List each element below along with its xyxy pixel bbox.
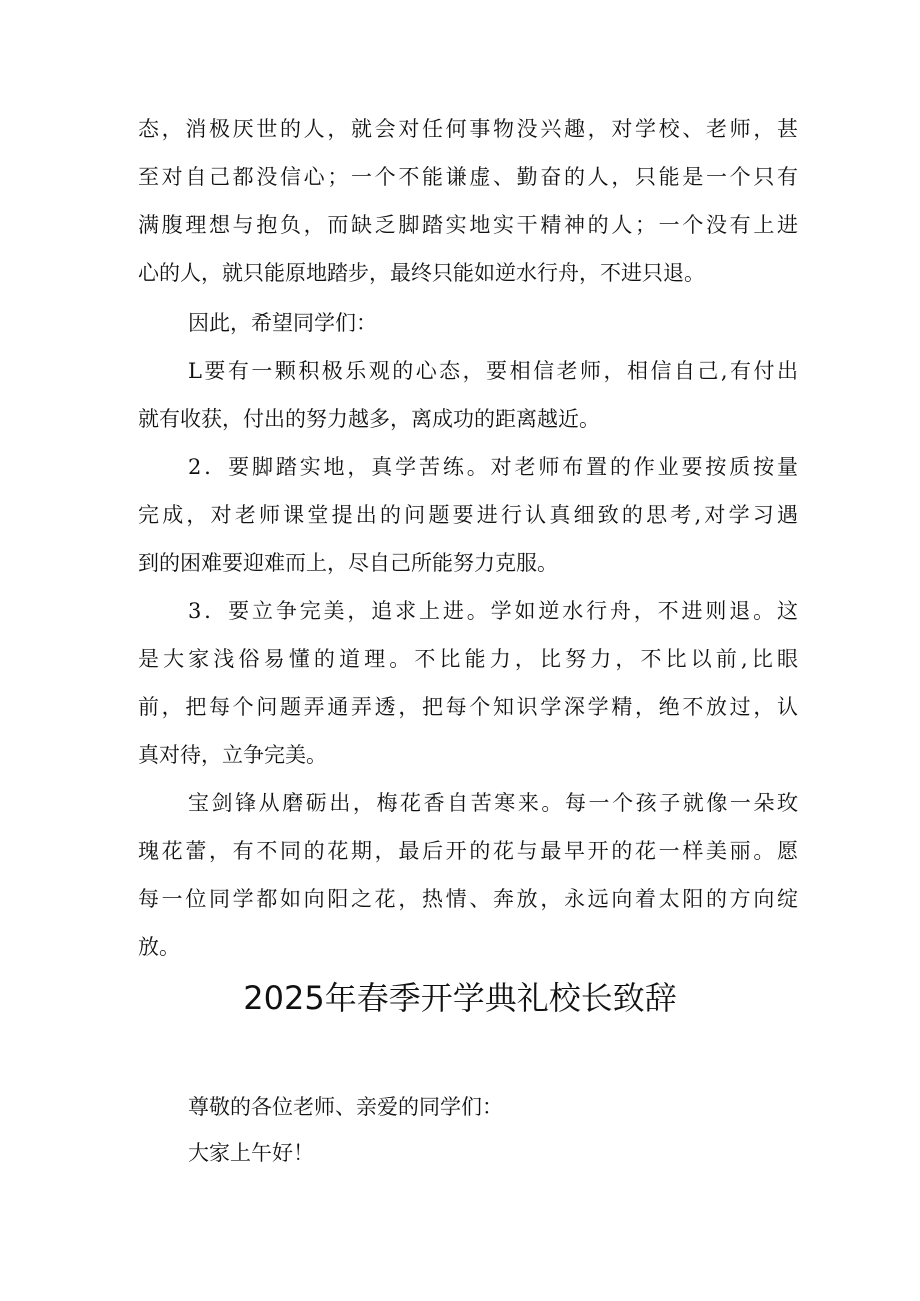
speech-title: 2025年春季开学典礼校长致辞 xyxy=(243,979,677,1017)
paragraph-3-line-2: 就有收获，付出的努力越多，离成功的距离越近。 xyxy=(138,407,600,431)
paragraph-4-line-1: 2．要脚踏实地，真学苦练。对老师布置的作业要按质按量 xyxy=(188,455,798,479)
paragraph-6-line-1: 宝剑锋从磨砺出，梅花香自苦寒来。每一个孩子就像一朵玫 xyxy=(188,791,798,815)
speech-greeting: 大家上午好！ xyxy=(188,1141,314,1165)
paragraph-4-line-2: 完成，对老师课堂提出的问题要进行认真细致的思考,对学习遇 xyxy=(138,503,798,527)
speech-salutation: 尊敬的各位老师、亲爱的同学们： xyxy=(188,1095,503,1119)
paragraph-6-line-2: 瑰花蕾，有不同的花期，最后开的花与最早开的花一样美丽。愿 xyxy=(138,839,798,863)
paragraph-1-line-3: 满腹理想与抱负，而缺乏脚踏实地实干精神的人；一个没有上进 xyxy=(138,213,798,237)
paragraph-2-line-1: 因此，希望同学们： xyxy=(188,311,377,335)
paragraph-4-line-3: 到的困难要迎难而上，尽自己所能努力克服。 xyxy=(138,551,558,575)
paragraph-3-line-1: L要有一颗积极乐观的心态，要相信老师，相信自己,有付出 xyxy=(188,359,798,383)
paragraph-6-line-4: 放。 xyxy=(138,935,180,959)
paragraph-1-line-2: 至对自己都没信心；一个不能谦虚、勤奋的人，只能是一个只有 xyxy=(138,165,798,189)
paragraph-5-line-4: 真对待，立争完美。 xyxy=(138,743,327,767)
paragraph-5-line-3: 前，把每个问题弄通弄透，把每个知识学深学精，绝不放过，认 xyxy=(138,695,798,719)
paragraph-1-line-4: 心的人，就只能原地踏步，最终只能如逆水行舟，不进只退。 xyxy=(138,261,705,285)
paragraph-6-line-3: 每一位同学都如向阳之花，热情、奔放，永远向着太阳的方向绽 xyxy=(138,887,798,911)
paragraph-1-line-1: 态，消极厌世的人，就会对任何事物没兴趣，对学校、老师，甚 xyxy=(138,117,798,141)
paragraph-5-line-1: 3．要立争完美，追求上进。学如逆水行舟，不进则退。这 xyxy=(188,599,798,623)
paragraph-5-line-2: 是大家浅俗易懂的道理。不比能力，比努力，不比以前,比眼 xyxy=(138,647,798,671)
